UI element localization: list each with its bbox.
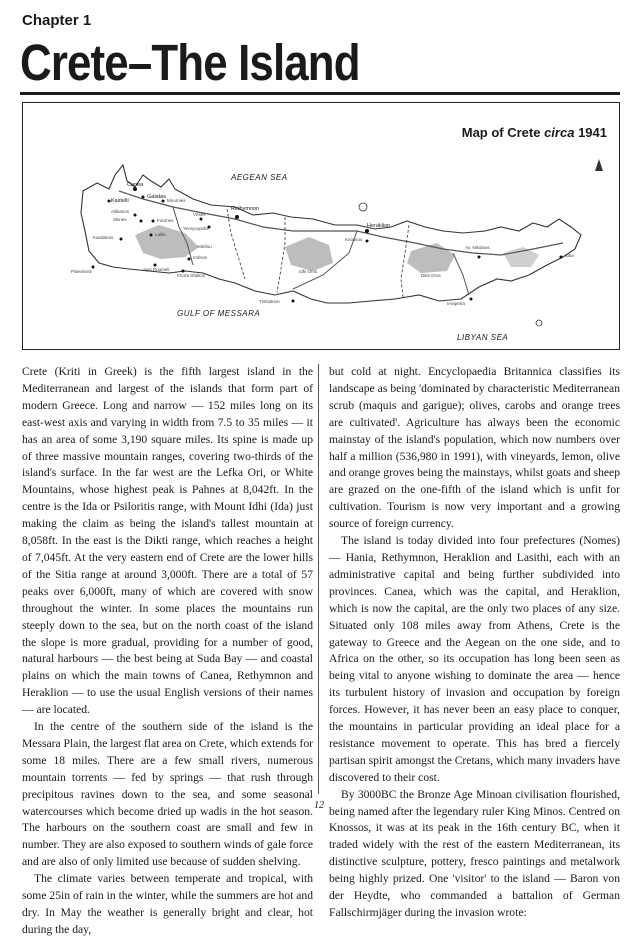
- body-column-right: [329, 364, 620, 922]
- map-label-lakki: Lakki: [155, 232, 166, 237]
- map-label-kastelli: Kastelli: [111, 198, 129, 204]
- map-label-khora-sfakion: Khora Sfakion: [177, 273, 206, 278]
- map-label-ay-nikolaos: Ay. Nikolaos: [465, 245, 490, 250]
- page-number: 12: [314, 800, 324, 811]
- map-label-yeoryoupolis: Yeoryoupolis: [183, 226, 209, 231]
- map-label-idhi-oros: Idhi Oros: [299, 269, 318, 274]
- map-label-rethymnon: Rethymnon: [231, 206, 260, 212]
- map-label-fournes: Fournes: [157, 218, 174, 223]
- page-title: Crete–The Island: [20, 34, 360, 91]
- map-label-alikianos: Alikianos: [111, 209, 130, 214]
- chapter-label: Chapter 1: [22, 12, 92, 29]
- paragraph: In the centre of the southern side of the island is the Messara Plain, the largest flat area on Crete, which extends for some 18 miles. There are a few small rivers, numerous mountain torrents — fed by springs — that rush through precipitous ravines down to the sea, and some seasonal watercourses which become dried up wadis in the hot season. The harbours on the southern coast are small and few in number. They are also exposed to southern winds of gale force and are also of only limited use because of sudden shelving.: [22, 720, 313, 869]
- paragraph: but cold at night. Encyclopaedia Britannica classifies its landscape as being 'dominated by characteristic Mediterranean scrub (maquis and garigue); olives, carobs and orange trees are cultivated'. Agriculture has always been the economic mainstay of the island's population, which now numbers over half a million (536,980 in 1991), with vineyards, lemon, olive and orange groves being the mainstays, whilst goats and sheep are grazed on the one-fifth of the island which is unfit for cultivation. Tourism is now very important and a growing source of foreign currency.: [329, 365, 620, 531]
- compass-icon: [595, 159, 603, 171]
- map-label-gulf-of-messara: GULF OF MESSARA: [177, 309, 261, 318]
- map-figure: [22, 102, 620, 350]
- map-label-heraklion: Heraklion: [367, 223, 391, 229]
- map-label-kandanos: Kandanos: [93, 235, 114, 240]
- body-column-left: [22, 364, 313, 939]
- map-label-libyan-sea: LIBYAN SEA: [457, 333, 509, 342]
- map-label-ierapetra: Ierapetra: [447, 301, 466, 306]
- map-label-timbakion: Timbakion: [259, 299, 280, 304]
- paragraph: The island is today divided into four prefectures (Nomes) — Hania, Rethymnon, Heraklion and Lasithi, each with an administrative capital and being further subdivided into provinces. Canea, which was the capital, and Heraklion, which is now the capital, are the only two places of any size. Situated only 108 miles away from Athens, Crete is the gateway to Greece and the Aegean on the one side, and to Africa on the other, so its occupation has long been seen as being vital to anyone wishing to dominate the area — hence its turbulent history of invasion and occupation by foreign forces. However, it has never been an easy place to conquer, the mountains in particular providing an ideal place for a resistance movement to operate. This has bred a fiercely partisan spirit amongst the Cretans, which many invaders have discovered to their cost.: [329, 534, 620, 784]
- column-divider: [318, 364, 319, 794]
- paragraph: The climate varies between temperate and tropical, with some 25in of rain in the winter, while the summers are hot and dry. In May the weather is generally bright and clear, hot during the day,: [22, 872, 313, 936]
- paragraph: Crete (Kriti in Greek) is the fifth largest island in the Mediterranean and largest of the islands that form part of modern Greece. Long and narrow — 152 miles long on its east-west axis and varying in width from 7.5 to 35 miles — it has an area of some 3,190 square miles. Its spine is made up of three massive mountain ranges, covering two-thirds of the island's surface. In the far west are the Lefka Ori, or White Mountains, whose highest peak is Pahnes at 8,042ft. In the centre is the Ida or Psiloritis range, with Mount Idhi (Ida) just making the claim as being the island's tallest mountain at 8,058ft. In the east is the Dikti range, which reaches a height of 7,045ft. At the very eastern end of Crete are the lower hills of the Sitia range at around 3,000ft. There are a total of 57 peaks over 6,000ft, many of which are covered with snow throughout the winter. In some places the mountains run steeply down to the sea, but on the north coast of the island the slope is more gradual, providing for a number of good, natural harbours — the best being at Suda Bay — and coastal plains on which the main towns of Canea, Rethymnon and Heraklion — to use the usual English versions of their names — are located.: [22, 365, 313, 717]
- map-label-skines: Skines: [113, 217, 127, 222]
- paragraph: By 3000BC the Bronze Age Minoan civilisation flourished, being named after the legendary ruler King Minos. Centred on Knossos, it was at its peak in the 16th century BC, when it traded widely with the rest of the eastern Mediterranean, its distinctive sculpture, pottery, fresco paintings and metalwork being highly prized. One 'visitor' to the island — Baron von der Heydte, who commanded a battalion of German Fallschirmjäger during the invasion wrote:: [329, 787, 620, 919]
- crete-map-graphic: [23, 103, 621, 351]
- map-label-knossos: Knossos: [345, 237, 363, 242]
- map-label-mournies: Mournies: [167, 198, 186, 203]
- map-label-dikti-oros: Dikti Oros: [421, 273, 441, 278]
- title-rule: [20, 92, 620, 95]
- map-label-ayia-roumeli: Ayia Roumeli: [143, 267, 170, 272]
- dia-islet: [359, 203, 367, 211]
- map-label-imbros: Imbros: [193, 255, 207, 260]
- gavdos-islet: [536, 320, 542, 326]
- map-label-aegean-sea: AEGEAN SEA: [231, 173, 288, 182]
- map-label-askifou: Askifou: [197, 244, 212, 249]
- map-label-galatas: Galatas: [147, 194, 166, 200]
- map-label-sitia: Sitia: [565, 253, 574, 258]
- map-label-canea: Canea: [127, 182, 144, 188]
- map-label-vrises: Vrises: [193, 212, 206, 217]
- map-label-paleohora: Paleohora: [71, 269, 92, 274]
- map-title: Map of Crete circa 1941: [461, 125, 607, 140]
